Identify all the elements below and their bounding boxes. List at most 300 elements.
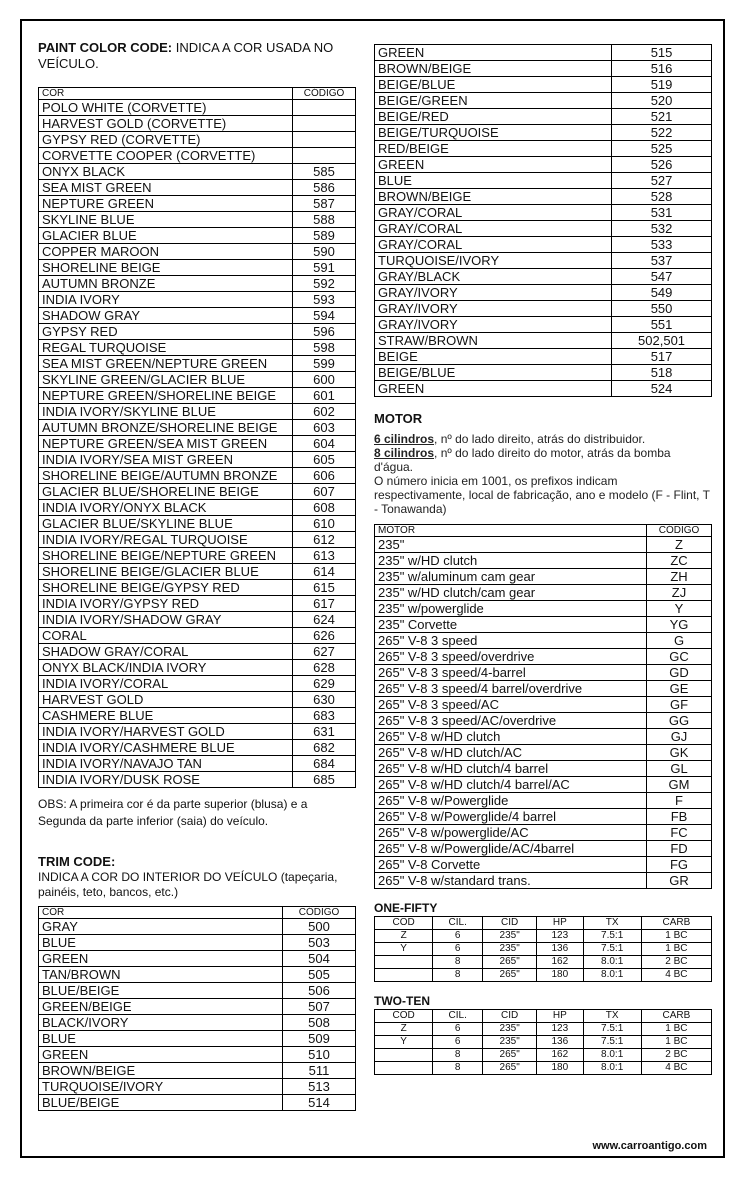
spec-cell: 7.5:1: [583, 930, 641, 943]
row-code: Y: [647, 601, 712, 617]
row-label: 265" V-8 w/HD clutch: [375, 729, 647, 745]
paint-row: [39, 180, 356, 196]
spec-cell: 7.5:1: [583, 1036, 641, 1049]
spec-cell: [375, 1062, 433, 1075]
row-label: SHADOW GRAY: [39, 308, 293, 324]
motor-6cyl-text: , nº do lado direito, atrás do distribuidor.: [434, 432, 646, 446]
row-code: 684: [293, 756, 356, 772]
row-code: [293, 148, 356, 164]
trim-row: [375, 301, 712, 317]
row-label: BEIGE: [375, 349, 612, 365]
row-label: SHORELINE BEIGE/NEPTURE GREEN: [39, 548, 293, 564]
motor-row: [375, 729, 712, 745]
paint-row: [39, 468, 356, 484]
spec-cell: 265": [483, 969, 537, 982]
motor-row: [375, 841, 712, 857]
spec-row: [375, 930, 712, 943]
row-label: BEIGE/BLUE: [375, 365, 612, 381]
trim-row: [39, 1031, 356, 1047]
spec-cell: 265": [483, 1049, 537, 1062]
row-code: 515: [612, 45, 712, 61]
row-code: 594: [293, 308, 356, 324]
motor-col-code: CÓDIGO: [647, 525, 712, 537]
row-label: GRAY/BLACK: [375, 269, 612, 285]
row-code: 550: [612, 301, 712, 317]
trim-row: [375, 157, 712, 173]
motor-line-6cyl: [374, 432, 712, 446]
row-label: 235" w/powerglide: [375, 601, 647, 617]
paint-row: [39, 660, 356, 676]
trim-row: [375, 93, 712, 109]
col-header: COD: [375, 1010, 433, 1023]
row-code: FB: [647, 809, 712, 825]
row-code: 507: [283, 999, 356, 1015]
trim-row: [375, 61, 712, 77]
trim-table-body: [39, 919, 356, 1111]
row-code: 510: [283, 1047, 356, 1063]
row-code: 517: [612, 349, 712, 365]
row-label: INDIA IVORY: [39, 292, 293, 308]
row-label: SHORELINE BEIGE/GYPSY RED: [39, 580, 293, 596]
row-label: BROWN/BEIGE: [39, 1063, 283, 1079]
paint-obs: OBS: A primeira cor é da parte superior (blusa) e a Segunda da parte inferior (saia) do veículo.: [38, 797, 308, 828]
row-code: GG: [647, 713, 712, 729]
paint-row: [39, 612, 356, 628]
footer-url: www.carroantigo.com: [592, 1140, 707, 1152]
paint-title: [38, 40, 356, 72]
row-code: 531: [612, 205, 712, 221]
row-label: SHORELINE BEIGE: [39, 260, 293, 276]
row-code: 627: [293, 644, 356, 660]
spec-cell: 235": [483, 1036, 537, 1049]
row-label: SHADOW GRAY/CORAL: [39, 644, 293, 660]
paint-row: [39, 292, 356, 308]
motor-row: [375, 681, 712, 697]
row-label: 235" w/HD clutch: [375, 553, 647, 569]
row-label: GRAY/CORAL: [375, 221, 612, 237]
row-label: BLUE/BEIGE: [39, 983, 283, 999]
row-label: BLUE/BEIGE: [39, 1095, 283, 1111]
trim-row: [375, 253, 712, 269]
row-label: INDIA IVORY/NAVAJO TAN: [39, 756, 293, 772]
row-code: 588: [293, 212, 356, 228]
spec-row: [375, 1023, 712, 1036]
spec-cell: 235": [483, 930, 537, 943]
trim-row: [39, 1015, 356, 1031]
row-label: TURQUOISE/IVORY: [375, 253, 612, 269]
row-label: HARVEST GOLD (CORVETTE): [39, 116, 293, 132]
trim-row: [375, 189, 712, 205]
row-code: 518: [612, 365, 712, 381]
row-code: 613: [293, 548, 356, 564]
trim-row: [375, 317, 712, 333]
row-code: 601: [293, 388, 356, 404]
trim-row: [375, 333, 712, 349]
row-label: BLUE: [39, 1031, 283, 1047]
spec-cell: Z: [375, 930, 433, 943]
spec-cell: 1 BC: [641, 943, 711, 956]
spec-cell: Z: [375, 1023, 433, 1036]
trim-row: [39, 935, 356, 951]
motor-row: [375, 761, 712, 777]
row-code: 685: [293, 772, 356, 788]
row-label: GRAY/IVORY: [375, 285, 612, 301]
motor-row: [375, 569, 712, 585]
paint-row: [39, 260, 356, 276]
trim-col-code: CÓDIGO: [283, 907, 356, 919]
row-code: FC: [647, 825, 712, 841]
row-label: REGAL TURQUOISE: [39, 340, 293, 356]
row-label: COPPER MAROON: [39, 244, 293, 260]
row-label: INDIA IVORY/ONYX BLACK: [39, 500, 293, 516]
spec-cell: 6: [433, 943, 483, 956]
row-code: 602: [293, 404, 356, 420]
col-header: CID: [483, 917, 537, 930]
row-label: RED/BEIGE: [375, 141, 612, 157]
two-ten-table: [374, 1009, 712, 1075]
row-code: 629: [293, 676, 356, 692]
paint-row: [39, 676, 356, 692]
motor-row: [375, 793, 712, 809]
row-code: 615: [293, 580, 356, 596]
row-code: 599: [293, 356, 356, 372]
spec-row: [375, 969, 712, 982]
trim-row: [375, 205, 712, 221]
row-code: ZC: [647, 553, 712, 569]
row-label: GLACIER BLUE/SHORELINE BEIGE: [39, 484, 293, 500]
row-code: 528: [612, 189, 712, 205]
paint-row: [39, 116, 356, 132]
paint-row: [39, 532, 356, 548]
paint-row: [39, 756, 356, 772]
row-label: GRAY/CORAL: [375, 205, 612, 221]
spec-cell: Y: [375, 943, 433, 956]
paint-table-header: [39, 88, 356, 100]
row-label: GRAY/CORAL: [375, 237, 612, 253]
motor-row: [375, 665, 712, 681]
spec-cell: 136: [537, 943, 583, 956]
paint-row: [39, 500, 356, 516]
row-code: GE: [647, 681, 712, 697]
paint-row: [39, 196, 356, 212]
paint-title-rest: INDICA A COR USADA NO VEÍCULO.: [38, 40, 334, 71]
paint-row: [39, 596, 356, 612]
row-label: BLUE: [39, 935, 283, 951]
motor-row: [375, 777, 712, 793]
row-label: BROWN/BEIGE: [375, 61, 612, 77]
trim-subtitle: INDICA A COR DO INTERIOR DO VEÍCULO (tapeçaria, painéis, teto, bancos, etc.): [38, 870, 338, 899]
row-code: 604: [293, 436, 356, 452]
trim-row: [39, 951, 356, 967]
paint-row: [39, 276, 356, 292]
paint-col-code: CÓDIGO: [293, 88, 356, 100]
row-label: 235" w/HD clutch/cam gear: [375, 585, 647, 601]
spec-cell: 265": [483, 1062, 537, 1075]
spec-cell: 8: [433, 956, 483, 969]
spec-cell: 162: [537, 1049, 583, 1062]
spec-cell: 8.0:1: [583, 956, 641, 969]
row-code: 593: [293, 292, 356, 308]
paint-row: [39, 164, 356, 180]
row-label: TAN/BROWN: [39, 967, 283, 983]
spec-cell: [375, 1049, 433, 1062]
row-label: 265" V-8 3 speed/4 barrel/overdrive: [375, 681, 647, 697]
row-label: BLUE: [375, 173, 612, 189]
row-label: GREEN: [375, 157, 612, 173]
row-label: HARVEST GOLD: [39, 692, 293, 708]
row-label: 235": [375, 537, 647, 553]
row-code: 511: [283, 1063, 356, 1079]
row-code: 600: [293, 372, 356, 388]
row-code: 624: [293, 612, 356, 628]
row-label: GREEN: [375, 381, 612, 397]
row-code: 532: [612, 221, 712, 237]
trim-row: [39, 967, 356, 983]
paint-row: [39, 420, 356, 436]
row-code: 533: [612, 237, 712, 253]
row-code: 537: [612, 253, 712, 269]
spec-cell: 1 BC: [641, 1036, 711, 1049]
trim-table: [38, 906, 356, 1111]
one-fifty-body: [375, 930, 712, 982]
row-label: 265" V-8 3 speed/overdrive: [375, 649, 647, 665]
motor-line-8cyl: [374, 446, 712, 474]
paint-row: [39, 564, 356, 580]
motor-8cyl-text: , nº do lado direito do motor, atrás da bomba d'água.: [374, 446, 671, 474]
paint-row: [39, 724, 356, 740]
spec-cell: 7.5:1: [583, 943, 641, 956]
spec-cell: 123: [537, 1023, 583, 1036]
spec-cell: 8.0:1: [583, 1049, 641, 1062]
row-code: 522: [612, 125, 712, 141]
row-label: 265" V-8 w/Powerglide: [375, 793, 647, 809]
row-code: 630: [293, 692, 356, 708]
row-label: 235" Corvette: [375, 617, 647, 633]
spec-cell: 136: [537, 1036, 583, 1049]
trim-row: [375, 77, 712, 93]
row-label: 265" V-8 3 speed/4-barrel: [375, 665, 647, 681]
col-header: TX: [583, 1010, 641, 1023]
row-code: 503: [283, 935, 356, 951]
trim-row: [375, 365, 712, 381]
row-code: 585: [293, 164, 356, 180]
motor-col-motor: MOTOR: [375, 525, 647, 537]
row-code: 514: [283, 1095, 356, 1111]
paint-row: [39, 356, 356, 372]
paint-row: [39, 516, 356, 532]
spec-row: [375, 1049, 712, 1062]
trim-row: [375, 45, 712, 61]
row-label: 265" V-8 w/Powerglide/4 barrel: [375, 809, 647, 825]
paint-row: [39, 132, 356, 148]
trim-row: [39, 919, 356, 935]
row-label: SEA MIST GREEN: [39, 180, 293, 196]
spec-cell: 1 BC: [641, 930, 711, 943]
row-code: 547: [612, 269, 712, 285]
paint-col-cor: COR: [39, 88, 293, 100]
paint-row: [39, 100, 356, 116]
row-label: GREEN/BEIGE: [39, 999, 283, 1015]
row-code: 605: [293, 452, 356, 468]
motor-row: [375, 649, 712, 665]
row-code: 527: [612, 173, 712, 189]
motor-row: [375, 857, 712, 873]
trim-row: [39, 1063, 356, 1079]
spec-cell: 6: [433, 930, 483, 943]
row-label: 265" V-8 w/standard trans.: [375, 873, 647, 889]
row-label: ONYX BLACK: [39, 164, 293, 180]
row-code: F: [647, 793, 712, 809]
paint-row: [39, 708, 356, 724]
trim-row: [375, 141, 712, 157]
spec-cell: 4 BC: [641, 1062, 711, 1075]
motor-row: [375, 553, 712, 569]
row-label: GRAY: [39, 919, 283, 935]
spec-cell: 4 BC: [641, 969, 711, 982]
row-label: 265" V-8 3 speed/AC: [375, 697, 647, 713]
row-label: INDIA IVORY/DUSK ROSE: [39, 772, 293, 788]
row-code: 612: [293, 532, 356, 548]
trim-row: [375, 237, 712, 253]
row-code: 521: [612, 109, 712, 125]
motor-row: [375, 697, 712, 713]
row-code: 617: [293, 596, 356, 612]
paint-row: [39, 692, 356, 708]
row-code: [293, 100, 356, 116]
row-label: INDIA IVORY/GYPSY RED: [39, 596, 293, 612]
row-label: INDIA IVORY/SEA MIST GREEN: [39, 452, 293, 468]
row-label: INDIA IVORY/SHADOW GRAY: [39, 612, 293, 628]
spec-cell: 8.0:1: [583, 1062, 641, 1075]
trim-row: [375, 349, 712, 365]
row-label: BEIGE/GREEN: [375, 93, 612, 109]
paint-row: [39, 372, 356, 388]
motor-row: [375, 585, 712, 601]
row-label: SHORELINE BEIGE/AUTUMN BRONZE: [39, 468, 293, 484]
spec-row: [375, 1036, 712, 1049]
row-label: AUTUMN BRONZE/SHORELINE BEIGE: [39, 420, 293, 436]
motor-row: [375, 601, 712, 617]
one-fifty-header: [375, 917, 712, 930]
spec-cell: 2 BC: [641, 956, 711, 969]
motor-8cyl-label: 8 cilindros: [374, 446, 435, 460]
row-code: 590: [293, 244, 356, 260]
row-code: ZH: [647, 569, 712, 585]
paint-row: [39, 308, 356, 324]
row-code: 508: [283, 1015, 356, 1031]
row-code: 587: [293, 196, 356, 212]
trim-row: [39, 1079, 356, 1095]
col-header: CIL.: [433, 1010, 483, 1023]
row-label: BLACK/IVORY: [39, 1015, 283, 1031]
spec-cell: [375, 969, 433, 982]
trim-row: [375, 221, 712, 237]
trim-row: [375, 285, 712, 301]
paint-row: [39, 436, 356, 452]
col-header: CID: [483, 1010, 537, 1023]
row-code: 524: [612, 381, 712, 397]
row-code: GC: [647, 649, 712, 665]
row-code: 589: [293, 228, 356, 244]
row-code: Z: [647, 537, 712, 553]
row-code: 598: [293, 340, 356, 356]
trim-table-header: [39, 907, 356, 919]
two-ten-header: [375, 1010, 712, 1023]
row-code: 525: [612, 141, 712, 157]
row-code: 614: [293, 564, 356, 580]
motor-title: MOTOR: [374, 411, 423, 426]
trim-row: [39, 1095, 356, 1111]
row-code: FD: [647, 841, 712, 857]
paint-title-bold: PAINT COLOR CODE:: [38, 40, 173, 55]
row-label: 265" V-8 3 speed/AC/overdrive: [375, 713, 647, 729]
row-code: 607: [293, 484, 356, 500]
paint-row: [39, 740, 356, 756]
row-code: 610: [293, 516, 356, 532]
row-code: 603: [293, 420, 356, 436]
paint-row: [39, 628, 356, 644]
trim-row: [375, 125, 712, 141]
row-label: INDIA IVORY/REGAL TURQUOISE: [39, 532, 293, 548]
row-label: BEIGE/RED: [375, 109, 612, 125]
spec-cell: 235": [483, 1023, 537, 1036]
row-code: 513: [283, 1079, 356, 1095]
trim-row: [39, 999, 356, 1015]
row-code: YG: [647, 617, 712, 633]
row-code: 520: [612, 93, 712, 109]
row-label: NEPTURE GREEN/SHORELINE BEIGE: [39, 388, 293, 404]
spec-cell: 265": [483, 956, 537, 969]
row-code: GM: [647, 777, 712, 793]
row-label: 265" V-8 w/powerglide/AC: [375, 825, 647, 841]
row-label: AUTUMN BRONZE: [39, 276, 293, 292]
row-label: BROWN/BEIGE: [375, 189, 612, 205]
trim-row: [375, 109, 712, 125]
row-label: BEIGE/BLUE: [375, 77, 612, 93]
row-label: GREEN: [375, 45, 612, 61]
trim-table-continued: [374, 44, 712, 397]
row-label: INDIA IVORY/SKYLINE BLUE: [39, 404, 293, 420]
row-label: CORVETTE COOPER (CORVETTE): [39, 148, 293, 164]
paint-row: [39, 548, 356, 564]
motor-row: [375, 537, 712, 553]
row-label: NEPTURE GREEN: [39, 196, 293, 212]
paint-row: [39, 772, 356, 788]
paint-table: [38, 87, 356, 788]
row-label: SKYLINE BLUE: [39, 212, 293, 228]
paint-row: [39, 484, 356, 500]
row-code: 502,501: [612, 333, 712, 349]
row-code: 683: [293, 708, 356, 724]
spec-cell: 8: [433, 969, 483, 982]
row-label: GRAY/IVORY: [375, 301, 612, 317]
spec-cell: Y: [375, 1036, 433, 1049]
row-code: 516: [612, 61, 712, 77]
row-label: 265" V-8 w/Powerglide/AC/4barrel: [375, 841, 647, 857]
trim-row: [375, 269, 712, 285]
motor-row: [375, 873, 712, 889]
row-label: GLACIER BLUE: [39, 228, 293, 244]
one-fifty-table: [374, 916, 712, 982]
row-label: SKYLINE GREEN/GLACIER BLUE: [39, 372, 293, 388]
spec-cell: 235": [483, 943, 537, 956]
row-code: GK: [647, 745, 712, 761]
col-header: CARB: [641, 1010, 711, 1023]
two-ten-title: TWO-TEN: [374, 994, 430, 1008]
row-label: SHORELINE BEIGE/GLACIER BLUE: [39, 564, 293, 580]
motor-table-header: [375, 525, 712, 537]
row-label: 265" V-8 3 speed: [375, 633, 647, 649]
